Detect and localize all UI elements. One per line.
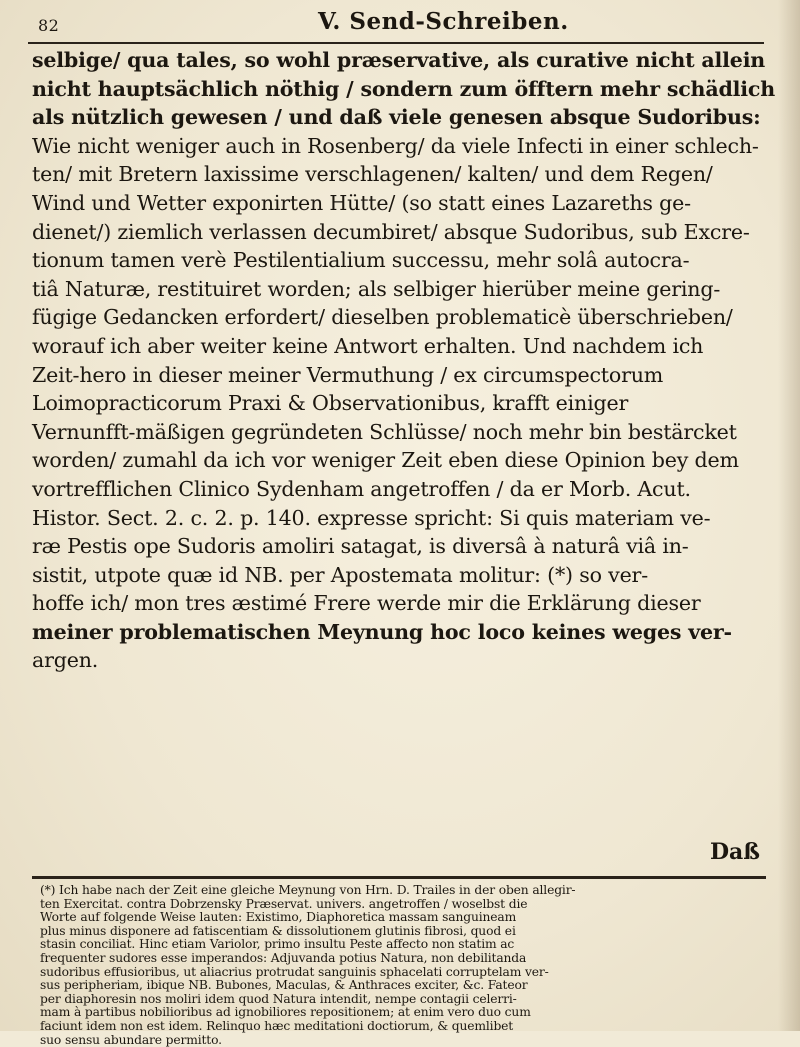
footnote-line: suo sensu abundare permitto. xyxy=(40,1032,222,1047)
text-line: Histor. Sect. 2. c. 2. p. 140. expresse spricht: Si quis materiam ve- xyxy=(32,505,711,530)
text-line: als nützlich gewesen / und daß viele genesen absque Sudoribus: xyxy=(32,105,761,130)
footnote-line: faciunt idem non est idem. Relinquo hæc meditationi doctiorum, & quemlibet xyxy=(40,1018,514,1033)
text-line: fügige Gedancken erfordert/ dieselben problematicè überschrieben/ xyxy=(32,305,733,330)
text-line: Zeit-hero in dieser meiner Vermuthung / ex circumspectorum xyxy=(32,362,664,387)
page-header xyxy=(28,6,768,38)
footnote-line: Worte auf folgende Weise lauten: Existimo, Diaphoretica massam sanguineam xyxy=(40,910,517,925)
text-line: dienet/) ziemlich verlassen decumbiret/ absque Sudoribus, sub Excre- xyxy=(32,219,750,244)
footnote-line: (*) Ich habe nach der Zeit eine gleiche Meynung von Hrn. D. Trailes in der oben allegir- xyxy=(40,883,576,897)
footnote-rule xyxy=(32,876,766,879)
header-rule xyxy=(28,42,764,44)
text-line: vortrefflichen Clinico Sydenham angetroffen / da er Morb. Acut. xyxy=(32,476,691,501)
text-line: meiner problematischen Meynung hoc loco keines weges ver- xyxy=(32,619,732,644)
main-text xyxy=(32,46,776,675)
text-line: Loimopracticorum Praxi & Observationibus, krafft einiger xyxy=(32,391,629,416)
footnote-line: plus minus disponere ad fatiscentiam & dissolutionem glutinis fibrosi, quod ei xyxy=(40,923,516,938)
footnote-line: ten Exercitat. contra Dobrzensky Præservat. univers. angetroffen / woselbst die xyxy=(40,896,528,911)
text-line: Vernunfft-mäßigen gegründeten Schlüsse/ noch mehr bin bestärcket xyxy=(32,419,737,444)
text-line: tiâ Naturæ, restituiret worden; als selbiger hierüber meine gering- xyxy=(32,276,721,301)
text-line: hoffe ich/ mon tres æstimé Frere werde mir die Erklärung dieser xyxy=(32,591,701,616)
text-line: ten/ mit Bretern laxissime verschlagenen/ kalten/ und dem Regen/ xyxy=(32,162,713,187)
footnote-line: sus peripheriam, ibique NB. Bubones, Maculas, & Anthraces exciter, &c. Fateor xyxy=(40,978,528,993)
footnote xyxy=(40,884,760,1047)
text-line: worauf ich aber weiter keine Antwort erhalten. Und nachdem ich xyxy=(32,333,704,358)
text-line: worden/ zumahl da ich vor weniger Zeit eben diese Opinion bey dem xyxy=(32,448,739,473)
text-line: ræ Pestis ope Sudoris amoliri satagat, is diversâ à naturâ viâ in- xyxy=(32,534,689,559)
text-line: selbige/ qua tales, so wohl præservative, als curative nicht allein xyxy=(32,48,766,72)
footnote-line: per diaphoresin nos moliri idem quod Natura intendit, nempe contagii celerri- xyxy=(40,991,517,1006)
text-line: tionum tamen verè Pestilentialium successu, mehr solâ autocra- xyxy=(32,248,690,273)
text-line: Wie nicht weniger auch in Rosenberg/ da viele Infecti in einer schlech- xyxy=(32,133,759,158)
page-edge-shadow xyxy=(778,0,800,1031)
running-head: V. Send-Schreiben. xyxy=(318,8,569,35)
text-line: Wind und Wetter exponirten Hütte/ (so statt eines Lazareths ge- xyxy=(32,190,691,215)
footnote-line: mam à partibus nobilioribus ad ignobiliores repositionem; at enim vero duo cum xyxy=(40,1005,531,1020)
text-line: nicht hauptsächlich nöthig / sondern zum öfftern mehr schädlich xyxy=(32,76,776,101)
text-line: sistit, utpote quæ id NB. per Apostemata molitur: (*) so ver- xyxy=(32,562,648,587)
footnote-line: sudoribus effusioribus, ut aliacrius protrudat sanguinis sphacelati corruptelam ver- xyxy=(40,964,549,979)
footnote-line: frequenter sudores esse imperandos: Adjuvanda potius Natura, non debilitanda xyxy=(40,950,527,965)
footnote-line: stasin conciliat. Hinc etiam Variolor, primo insultu Peste affecto non statim ac xyxy=(40,937,515,952)
text-line: argen. xyxy=(32,648,99,673)
catchword: Daß xyxy=(709,839,760,865)
page-number: 82 xyxy=(38,16,60,35)
